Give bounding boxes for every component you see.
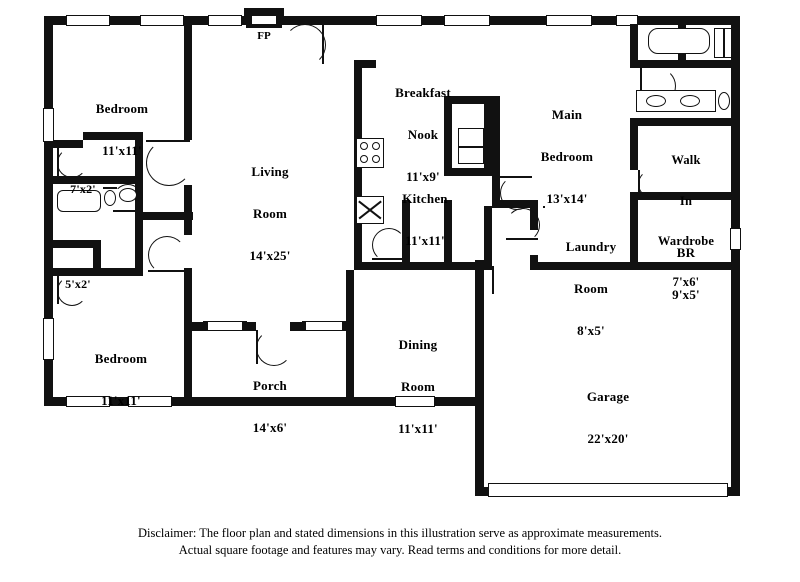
room-dimension: 9'x5' [672,287,700,303]
room-name: Main [551,107,583,123]
sink [680,95,700,107]
room-dimension: 8'x5' [577,323,605,339]
fireplace-bumpout-right [276,8,284,25]
interior-wall [290,322,306,331]
room-label-closet-7x2 [58,157,108,222]
room-dimension: 7'x6' [672,274,700,289]
room-dimension: 11'x11' [102,143,142,159]
door-swing [284,24,326,66]
window [376,15,422,26]
interior-wall [135,220,143,276]
garage-door [488,483,728,497]
room-label-kitchen [382,164,468,276]
room-dimension: 14'x25' [249,248,291,264]
room-name: Dining [398,337,438,353]
bathtub-main [648,28,710,54]
window [302,321,346,331]
room-name: Laundry [565,239,617,255]
room-name: Porch [253,378,287,394]
room-name: Garage [586,389,630,405]
interior-wall [192,322,208,331]
door-swing [148,236,186,274]
room-name: BR [676,245,696,261]
interior-wall [686,60,734,68]
interior-wall [484,206,492,270]
window [203,321,247,331]
room-name: Walk [671,153,701,167]
room-dimension: 7'x2' [70,181,96,196]
interior-wall [242,322,256,331]
interior-wall [492,176,500,208]
room-label-dining-room [366,310,470,464]
interior-wall [346,270,354,406]
door-leaf [492,266,494,294]
interior-wall [184,185,192,235]
room-name: Wardrobe [657,234,715,248]
window [208,15,242,26]
room-dimension: 11'x9' [406,169,440,185]
room-label-laundry-room [540,212,642,366]
room-name: Living [251,164,289,180]
room-dimension: 11'x11' [405,233,445,249]
room-name: In [679,193,693,208]
exterior-wall-garage-left [475,260,484,496]
room-dimension: 11'x11' [398,421,438,437]
shower-line [723,28,725,58]
door-leaf [322,24,324,64]
interior-wall [630,118,734,126]
door-leaf [148,270,184,272]
room-name: Breakfast [395,85,451,101]
window [43,108,54,142]
room-dimension: 11'x11' [101,393,141,409]
room-label-bedroom-bottom-left [62,324,180,436]
room-name: Room [573,281,609,297]
disclaimer-line-2: Actual square footage and features may vary. Read terms and conditions for more detail. [178,543,622,557]
room-dimension: 5'x2' [65,276,91,291]
fireplace-hearth [246,24,282,28]
disclaimer-line-1: Disclaimer: The floor plan and stated dimensions in this illustration serve as approximate measurements. [138,526,662,540]
sink [119,188,137,202]
door-leaf [506,238,538,240]
interior-wall [630,60,678,68]
room-label-porch [215,351,325,463]
room-name: Bedroom [95,101,149,117]
interior-wall [530,255,538,270]
room-dimension: 22'x20' [587,431,629,447]
interior-wall [184,268,192,406]
window [43,318,54,360]
room-name: Room [252,206,288,222]
room-dimension: 13'x14' [546,191,588,207]
window [140,15,184,26]
sink [646,95,666,107]
room-label-living-room [212,137,328,291]
window [444,15,490,26]
interior-wall [53,240,93,248]
room-name: Bedroom [94,351,148,367]
room-name: Kitchen [402,191,448,207]
interior-wall [184,16,192,140]
window [546,15,592,26]
interior-wall [484,96,492,176]
interior-wall [492,96,500,176]
room-name: Nook [407,127,439,143]
room-label-closet-5x2 [56,252,100,317]
fireplace-label: FP [257,30,271,42]
toilet [718,92,730,110]
room-name: Room [400,379,436,395]
interior-wall [143,212,193,220]
room-dimension: 14'x6' [252,420,288,436]
room-label-garage [548,362,668,474]
door-leaf [113,210,141,212]
room-label-br [648,218,724,330]
room-name: Bedroom [540,149,594,165]
window [66,15,110,26]
